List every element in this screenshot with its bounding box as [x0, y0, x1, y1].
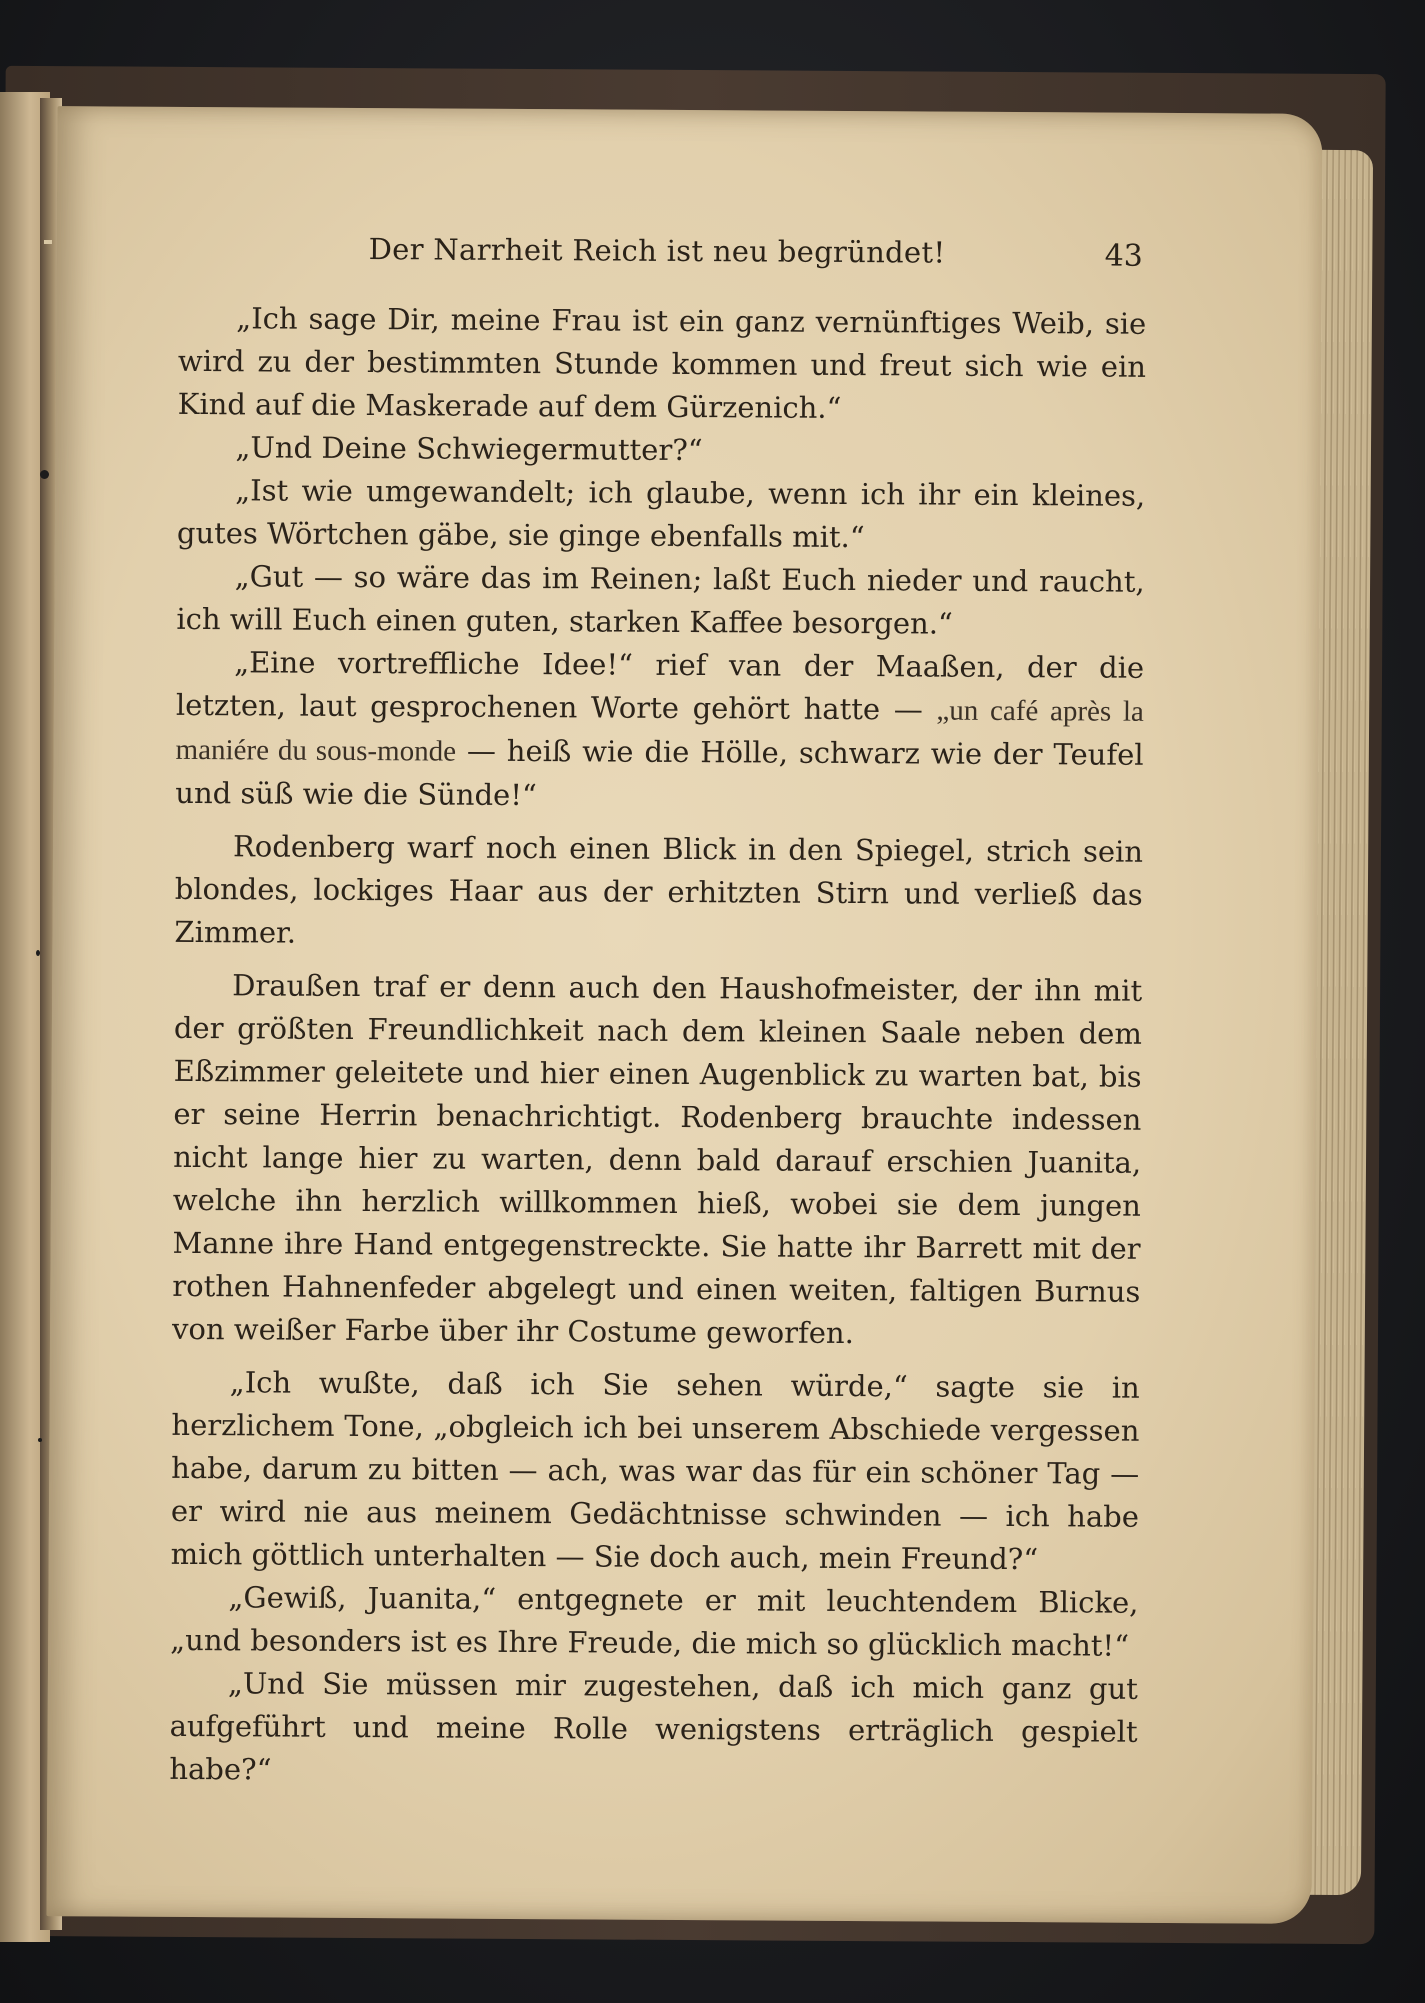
- paragraph: „Gut — so wäre das im Reinen; laßt Euch nieder und raucht, ich will Euch einen guten, starken Kaffee besorgen.“: [176, 559, 1145, 641]
- text-run: „Eine vortreffliche Idee!“ rief van der Maaßen, der die letzten, laut gesprochenen Worte gehört hatte —: [175, 645, 1145, 727]
- paragraph: „Und Sie müssen mir zugestehen, daß ich mich ganz gut aufgeführt und meine Rolle wenigstens erträglich gespielt habe?“: [169, 1666, 1138, 1787]
- page-header: [56, 224, 1321, 292]
- text-run: — heiß wie die Hölle, schwarz wie der Teufel und süß wie die Sünde!“: [175, 733, 1144, 813]
- margin-spot: [36, 950, 40, 956]
- paragraph-coffee: [175, 641, 1144, 821]
- running-head: Der Narrheit Reich ist neu begründet!: [368, 232, 946, 270]
- margin-spot: [40, 470, 49, 479]
- paragraph: „Ich sage Dir, meine Frau ist ein ganz vernünftiges Weib, sie wird zu der bestimmten Stunde kommen und freut sich wie ein Kind auf die Maskerade auf dem Gürzenich.“: [177, 301, 1147, 425]
- body-text: [169, 297, 1146, 1797]
- paragraph: Draußen traf er denn auch den Haushofmeister, der ihn mit der größten Freundlichkeit nach dem kleinen Saale neben dem Eßzimmer geleitete und hier einen Augenblick zu warten bat, bis er seine Herrin benachrichtigt. Rodenberg brauchte indessen nicht lange hier zu warten, denn bald darauf erschien Juanita, welche ihn herzlich willkommen hieß, wobei sie dem jungen Manne ihre Hand entgegenstreckte. Sie hatte ihr Barrett mit der rothen Hahnenfeder abgelegt und einen weiten, faltigen Burnus von weißer Farbe über ihr Costume geworfen.: [171, 968, 1143, 1351]
- paragraph: „Gewiß, Juanita,“ entgegnete er mit leuchtendem Blicke, „und besonders ist es Ihre Freude, die mich so glücklich macht!“: [170, 1580, 1139, 1663]
- book-page: [46, 106, 1322, 1924]
- margin-spot: [38, 1438, 42, 1442]
- paragraph: „Und Deine Schwiegermutter?“: [235, 430, 703, 468]
- page-number: 43: [1104, 238, 1143, 274]
- paragraph: „Ist wie umgewandelt; ich glaube, wenn ich ihr ein kleines, gutes Wörtchen gäbe, sie ginge ebenfalls mit.“: [176, 473, 1146, 555]
- french-quote: „un café après la maniére du sous-monde: [175, 694, 1144, 768]
- paragraph: Rodenberg warf noch einen Blick in den Spiegel, strich sein blondes, lockiges Haar aus der erhitzten Stirn und verließ das Zimmer.: [174, 829, 1144, 950]
- paragraph: „Ich wußte, daß ich Sie sehen würde,“ sagte sie in herzlichem Tone, „obgleich ich bei unserem Abschiede vergessen habe, darum zu bitten — ach, was war das für ein schöner Tag — er wird nie aus meinem Gedächtnisse schwinden — ich habe mich göttlich unterhalten — Sie doch auch, mein Freund?“: [170, 1365, 1140, 1577]
- binding-mark: [44, 240, 52, 244]
